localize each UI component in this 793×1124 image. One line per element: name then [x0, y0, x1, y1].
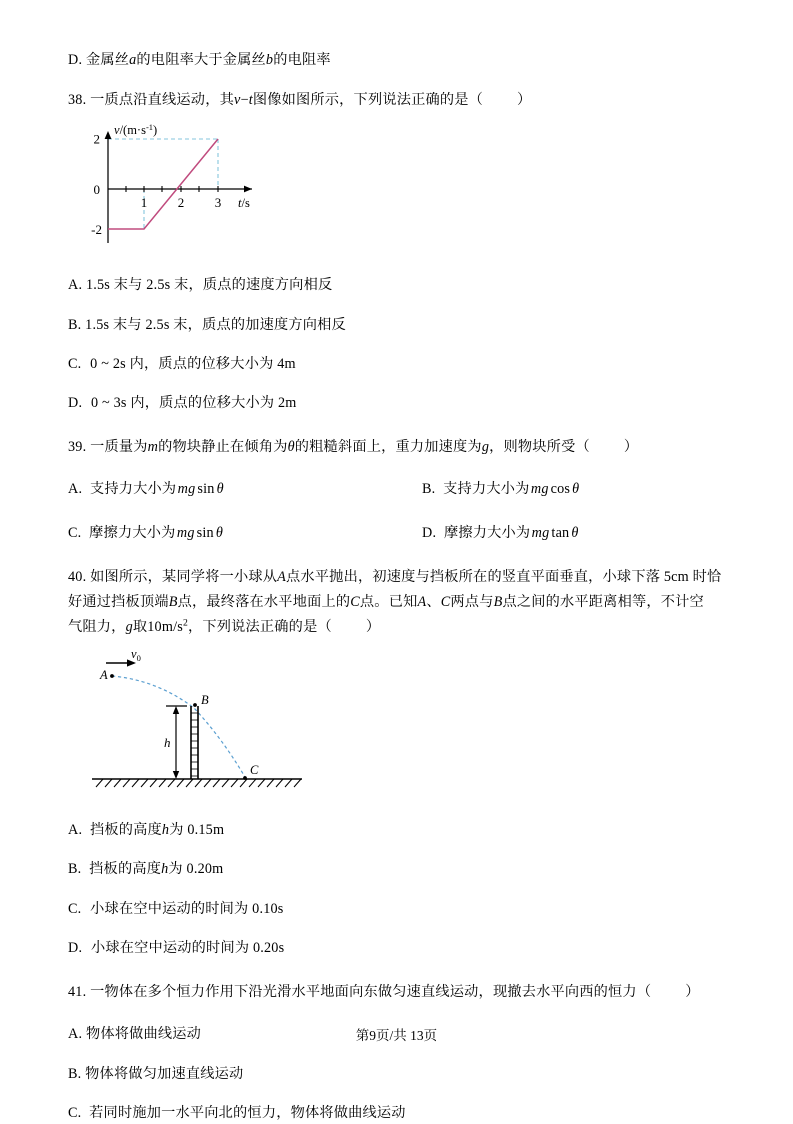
page-footer: 第9页/共 13页 — [355, 1028, 438, 1043]
q38-stem-text3: ） — [517, 92, 532, 109]
q40-line3-a: 气阻力， — [68, 619, 126, 636]
q39-stem-text4: ，则物块所受（ — [489, 439, 590, 456]
q39-option-d-arg: θ — [571, 524, 579, 541]
y-axis-arrowhead — [105, 131, 112, 139]
variable-a: a — [129, 52, 137, 68]
q39-var-m: m — [147, 439, 159, 456]
q39-option-d-mg: mg — [531, 524, 550, 541]
question-39-stem — [68, 436, 728, 458]
board — [191, 706, 198, 779]
q40-option-a — [68, 820, 728, 841]
q40-option-b-text-b: 为 0.20m — [168, 861, 224, 878]
q38-stem-text1: 一质点沿直线运动，其 — [90, 92, 234, 109]
q41-option-c-text: 若同时施加一水平向北的恒力，物体将做曲线运动 — [89, 1104, 406, 1121]
vt-ytick-neg2: -2 — [91, 222, 102, 238]
vt-guide-lines — [108, 139, 218, 229]
q39-option-c-text: 摩擦力大小为 — [89, 524, 176, 541]
q39-option-b-mg: mg — [530, 481, 549, 498]
q39-option-b-label: B. — [422, 481, 436, 498]
q39-stem-text5: ） — [623, 439, 639, 456]
q39-option-c-mg: mg — [176, 524, 195, 541]
q39-option-a-arg: θ — [216, 481, 224, 498]
q40-line3-c: ，下列说法正确的是（ — [187, 619, 332, 636]
option-text-part2: 的电阻率大于金属丝 — [136, 52, 266, 68]
q38-option-d-text: 0 ~ 3s 内，质点的位移大小为 2m — [90, 395, 297, 412]
question-40-stem-line1 — [68, 566, 728, 588]
q39-option-d-fn: tan — [551, 524, 570, 541]
page-content — [68, 50, 728, 1124]
q40-option-d-text-a: 小球在空中运动的时间为 0.20s — [90, 939, 285, 956]
q39-option-c-arg: θ — [215, 524, 223, 541]
q39-stem-text2: 的物块静止在倾角为 — [158, 439, 288, 456]
q39-option-a-fn: sin — [197, 481, 215, 498]
q40-var-g: g — [125, 619, 133, 636]
q39-var-theta: θ — [287, 439, 295, 456]
q40-value-g-sup: 2 — [182, 617, 188, 629]
q40-line2-a: 好通过挡板顶端 — [68, 594, 169, 611]
q40-option-a-label: A. — [68, 822, 83, 839]
q38-option-c-label: C. — [68, 355, 82, 372]
option-text-part3: 的电阻率 — [273, 52, 331, 68]
q40-option-a-text-a: 挡板的高度 — [89, 822, 162, 839]
q39-option-a-text: 支持力大小为 — [89, 481, 177, 498]
point-B-dot — [193, 703, 197, 707]
q41-option-b-text: 物体将做匀加速直线运动 — [85, 1065, 244, 1082]
q38-option-d — [68, 393, 728, 414]
vt-x-axis-label: t/s — [238, 196, 250, 211]
question-40-stem-line3 — [68, 616, 728, 638]
trajectory-path — [112, 676, 245, 777]
q38-option-a-text: 1.5s 末与 2.5s 末，质点的速度方向相反 — [85, 277, 333, 294]
x-axis-arrowhead — [244, 186, 252, 193]
option-label: D. — [68, 52, 83, 68]
carryover-option-d — [68, 50, 728, 71]
q38-option-a-label: A. — [68, 277, 83, 294]
question-39-number: 39. — [68, 439, 87, 456]
point-C-dot — [243, 776, 247, 780]
q39-option-b-text: 支持力大小为 — [443, 481, 530, 498]
q39-option-c-fn: sin — [196, 524, 214, 541]
q39-option-b — [422, 479, 728, 500]
q39-option-a — [68, 479, 422, 500]
question-40-stem-line2 — [68, 591, 728, 613]
q40-line2-b: 点，最终落在水平地面上的 — [177, 594, 351, 611]
q40-line2-c: 点。已知 — [359, 594, 418, 611]
q39-option-b-fn: cos — [550, 481, 571, 498]
q41-option-a-label: A. — [68, 1026, 83, 1043]
q40-option-d — [68, 938, 728, 959]
q40-line3-b: 取 — [132, 619, 148, 636]
variable-b: b — [265, 52, 274, 68]
vt-axes — [108, 135, 252, 243]
q40-var-C2: C — [440, 594, 451, 611]
question-40-number: 40. — [68, 569, 87, 586]
projectile-svg — [82, 646, 312, 796]
question-38-stem — [68, 89, 728, 111]
q41-stem-text2: ） — [685, 984, 700, 1001]
q40-var-A2: A — [417, 594, 427, 611]
q38-option-b — [68, 315, 728, 336]
q40-var-C: C — [350, 594, 360, 611]
q40-option-c-text-a: 小球在空中运动的时间为 0.10s — [90, 900, 284, 917]
q41-option-b — [68, 1064, 728, 1085]
q39-var-g: g — [481, 439, 490, 456]
q39-option-a-label: A. — [68, 481, 83, 498]
q40-option-b-label: B. — [68, 861, 82, 878]
q40-option-b-text-a: 挡板的高度 — [89, 861, 162, 878]
q38-option-c — [68, 354, 728, 375]
q38-option-b-label: B. — [68, 316, 82, 333]
q41-option-c-label: C. — [68, 1104, 82, 1121]
q38-stem-text2: 图像如图所示，下列说法正确的是（ — [252, 92, 484, 109]
vt-xtick-3: 3 — [214, 195, 222, 211]
q41-option-b-label: B. — [68, 1065, 82, 1082]
q40-option-b — [68, 859, 728, 880]
q40-line1-a: 如图所示，某同学将一小球从 — [90, 569, 278, 586]
q38-var-t: t — [248, 92, 253, 109]
q40-var-B2: B — [493, 594, 503, 611]
vt-ytick-0: 0 — [93, 182, 100, 198]
q39-option-d — [422, 523, 728, 544]
q39-option-b-arg: θ — [572, 481, 580, 498]
projectile-figure — [82, 646, 312, 796]
q40-var-B: B — [168, 594, 178, 611]
q39-option-d-label: D. — [422, 524, 437, 541]
q39-stem-text1: 一质量为 — [90, 439, 148, 456]
vt-xtick-2: 2 — [177, 195, 185, 211]
question-41-number: 41. — [68, 984, 87, 1001]
point-C-label: C — [250, 763, 259, 778]
q40-option-b-var: h — [161, 861, 169, 878]
question-38-number: 38. — [68, 92, 87, 109]
question-41-stem — [68, 981, 728, 1003]
q38-option-b-text: 1.5s 末与 2.5s 末，质点的加速度方向相反 — [85, 316, 346, 333]
q41-stem-text1: 一物体在多个恒力作用下沿光滑水平地面向东做匀速直线运动，现撤去水平向西的恒力（ — [90, 984, 652, 1001]
q40-var-A: A — [277, 569, 287, 586]
q40-line3-d: ） — [365, 619, 381, 636]
vt-data-line — [108, 139, 218, 229]
q41-option-a-text: 物体将做曲线运动 — [85, 1026, 202, 1043]
vt-y-axis-label: $v/(m\cdot s^{-1})$ — [114, 122, 158, 138]
q40-option-c-label: C. — [68, 900, 82, 917]
option-text-part1: 金属丝 — [85, 52, 130, 68]
q40-line2-d: 、 — [426, 594, 441, 611]
q38-option-a — [68, 275, 728, 296]
q38-option-c-text: 0 ~ 2s 内，质点的位移大小为 4m — [90, 355, 296, 372]
q41-option-c — [68, 1103, 728, 1124]
q39-option-row-1 — [68, 479, 728, 500]
h-label: h — [164, 735, 171, 751]
q38-option-d-label: D. — [68, 395, 83, 412]
point-B-label: B — [201, 693, 209, 708]
q38-dash: − — [240, 92, 249, 109]
q39-option-d-text: 摩擦力大小为 — [443, 524, 531, 541]
q40-line2-f: 点之间的水平距离相等，不计空 — [502, 594, 704, 611]
q39-option-row-2 — [68, 523, 728, 544]
q38-var-v: v — [233, 92, 241, 109]
point-A-dot — [110, 674, 114, 678]
q40-option-a-var: h — [161, 822, 170, 839]
v0-label: $v_0$ — [131, 647, 141, 664]
q39-stem-text3: 的粗糙斜面上，重力加速度为 — [294, 439, 482, 456]
q40-option-a-text-b: 为 0.15m — [169, 822, 225, 839]
point-A-label: A — [100, 668, 108, 683]
ground-hatching — [96, 779, 301, 787]
vt-graph-svg — [86, 121, 346, 249]
q40-line2-e: 两点与 — [450, 594, 494, 611]
q39-option-a-mg: mg — [177, 481, 196, 498]
vt-graph-figure — [86, 121, 346, 249]
vt-xtick-1: 1 — [140, 195, 148, 211]
q40-line1-b: 点水平抛出，初速度与挡板所在的竖直平面垂直，小球下落 5cm 时恰 — [286, 569, 722, 586]
vt-ytick-2: 2 — [93, 131, 100, 147]
q39-option-c — [68, 523, 422, 544]
q40-option-d-label: D. — [68, 939, 83, 956]
q40-value-g: 10m/s — [147, 619, 183, 636]
q40-option-c — [68, 899, 728, 920]
h-dimension-arrow — [173, 706, 179, 779]
q39-option-c-label: C. — [68, 524, 82, 541]
